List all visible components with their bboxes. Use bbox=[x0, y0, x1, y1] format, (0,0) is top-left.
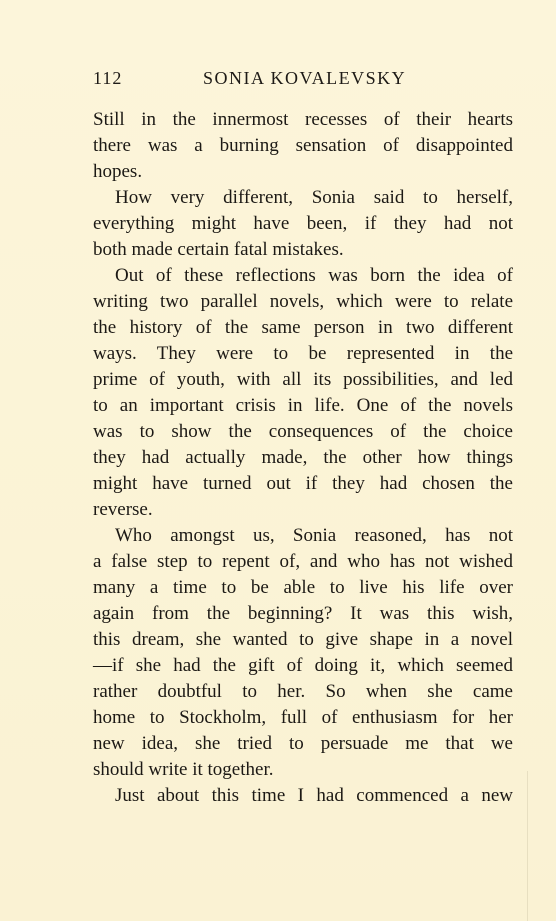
text-line: to an important crisis in life. One of the novels bbox=[93, 395, 513, 416]
text-line: a false step to repent of, and who has not wished bbox=[93, 551, 513, 572]
text-line: —if she had the gift of doing it, which seemed bbox=[93, 655, 513, 676]
text-line: home to Stockholm, full of enthusiasm for her bbox=[93, 707, 513, 728]
text-line: both made certain fatal mistakes. bbox=[93, 239, 344, 260]
text-line: there was a burning sensation of disappointed bbox=[93, 135, 513, 156]
text-line: hopes. bbox=[93, 161, 143, 182]
page-number: 112 bbox=[93, 68, 123, 88]
running-head: SONIA KOVALEVSKY bbox=[203, 68, 407, 88]
page-edge-shadow bbox=[527, 771, 556, 921]
text-line: Just about this time I had commenced a new bbox=[115, 785, 513, 806]
text-line: new idea, she tried to persuade me that we bbox=[93, 733, 513, 754]
text-line: Out of these reflections was born the idea of bbox=[115, 265, 513, 286]
text-line: Still in the innermost recesses of their hearts bbox=[93, 109, 513, 130]
text-line: this dream, she wanted to give shape in a novel bbox=[93, 629, 513, 650]
text-line: Who amongst us, Sonia reasoned, has not bbox=[115, 525, 513, 546]
body-text bbox=[93, 107, 513, 809]
text-line: many a time to be able to live his life over bbox=[93, 577, 513, 598]
text-line: writing two parallel novels, which were to relate bbox=[93, 291, 513, 312]
text-line: everything might have been, if they had not bbox=[93, 213, 513, 234]
text-line: rather doubtful to her. So when she came bbox=[93, 681, 513, 702]
text-line: might have turned out if they had chosen the bbox=[93, 473, 513, 494]
text-line: reverse. bbox=[93, 499, 153, 520]
text-line: should write it together. bbox=[93, 759, 274, 780]
text-line: again from the beginning? It was this wish, bbox=[93, 603, 513, 624]
text-line: was to show the consequences of the choice bbox=[93, 421, 513, 442]
text-line: they had actually made, the other how things bbox=[93, 447, 513, 468]
page-header bbox=[93, 68, 513, 94]
text-line: How very different, Sonia said to herself, bbox=[115, 187, 513, 208]
text-line: ways. They were to be represented in the bbox=[93, 343, 513, 364]
text-line: prime of youth, with all its possibilities, and led bbox=[93, 369, 513, 390]
text-line: the history of the same person in two different bbox=[93, 317, 513, 338]
